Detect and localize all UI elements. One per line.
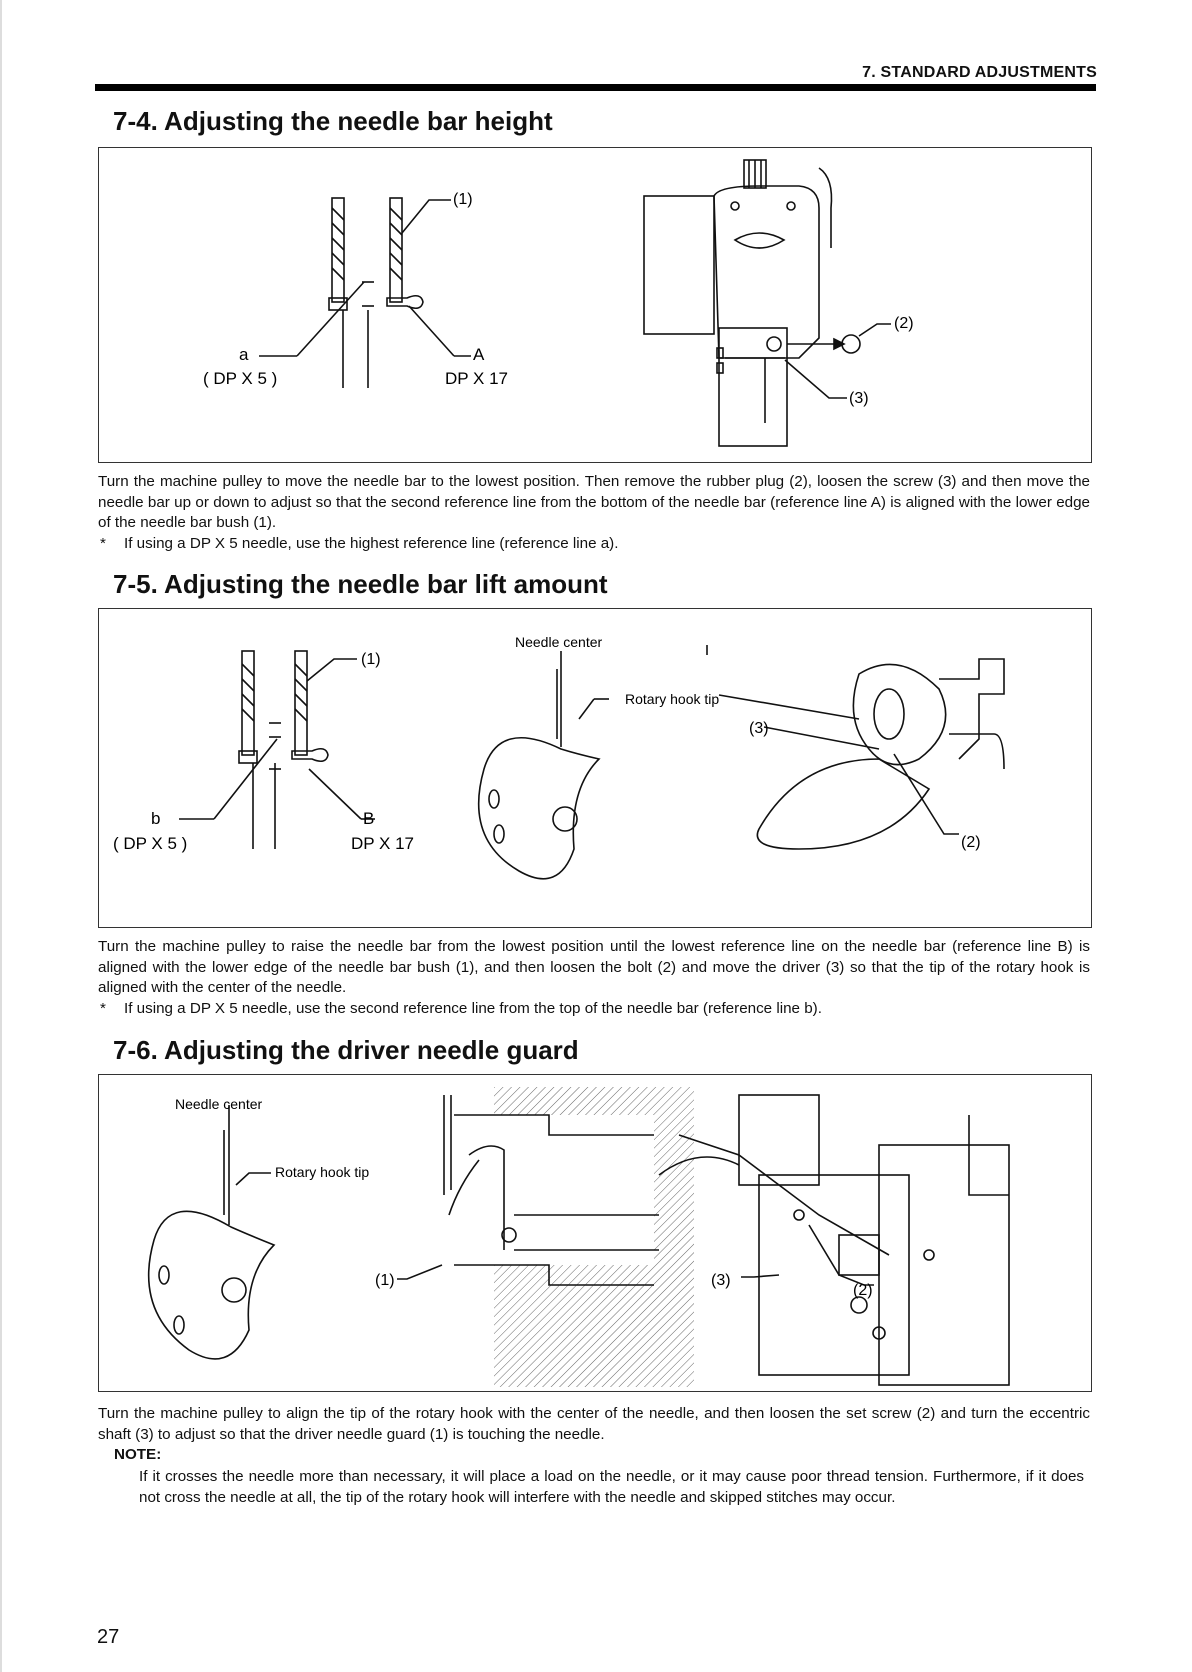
label-ref-b: b [151,809,161,828]
section-title-7-4: 7-4. Adjusting the needle bar height [113,106,553,136]
figure-7-5-drawing [99,609,1091,927]
label-dpx17: DP X 17 [351,834,415,853]
label-needle-center: Needle center [175,1096,263,1112]
note-7-4-text: If using a DP X 5 needle, use the highest reference line (reference line a). [124,535,619,552]
label-shaft-3: (3) [711,1272,731,1289]
note-7-5 [98,999,1090,1020]
figure-7-5 [98,608,1092,928]
rotary-hook [479,738,599,879]
figure-7-6 [98,1074,1092,1392]
section-title-7-5: 7-5. Adjusting the needle bar lift amount [113,569,608,599]
label-dpx5: ( DP X 5 ) [113,834,188,853]
figure-7-6-drawing [99,1075,1091,1391]
label-plug-2: (2) [894,315,914,332]
face-plate-cover [644,196,714,334]
label-dpx5: ( DP X 5 ) [203,369,278,388]
note-7-5-text: If using a DP X 5 needle, use the second reference line from the top of the needle bar (reference line b). [124,1000,822,1017]
label-driver-3: (3) [749,720,769,737]
chapter-header: 7. STANDARD ADJUSTMENTS [862,64,1097,81]
machine-head [714,186,819,358]
label-bush-1: (1) [361,651,381,668]
note-marker: * [100,1000,106,1017]
label-bush-1: (1) [453,191,473,208]
figure-7-4-drawing [99,148,1091,462]
paragraph-7-5: Turn the machine pulley to raise the needle bar from the lowest position until the lowest reference line on the needle bar (reference line B) is aligned with the lower edge of the needle bar bush (1), and then loosen the bolt (2) and move the driver (3) so that the tip of the rotary hook is aligned with the center of the needle. [98,938,1090,996]
label-ref-A: A [473,345,485,364]
header-rule [95,84,1096,91]
label-ref-a: a [239,345,249,364]
note-body: If it crosses the needle more than necessary, it will place a load on the needle, or it may cause poor thread tension. Furthermore, if it does not cross the needle at all, the tip of the rotary hook will interfere with the needle and skipped stitches may occur. [139,1468,1084,1506]
page-number: 27 [97,1626,120,1648]
label-rotary-hook-tip: Rotary hook tip [625,691,720,707]
paragraph-7-6: Turn the machine pulley to align the tip of the rotary hook with the center of the needle, and then loosen the set screw (2) and turn the eccentric shaft (3) to adjust so that the driver needle guard (1) is touching the needle. [98,1405,1090,1443]
label-guard-1: (1) [375,1272,395,1289]
label-needle-center: Needle center [515,634,603,650]
section-title-7-6: 7-6. Adjusting the driver needle guard [113,1035,579,1065]
needle-bar-housing [719,328,787,446]
page-edge [0,0,2,1672]
label-ref-B: B [363,809,375,828]
note-label: NOTE: [114,1446,162,1463]
figure-7-4 [98,147,1092,463]
note-marker: * [100,535,106,552]
label-rotary-hook-tip: Rotary hook tip [275,1164,370,1180]
label-bolt-2: (2) [961,834,981,851]
label-screw-3: (3) [849,390,869,407]
label-setscrew-2: (2) [853,1282,873,1299]
label-dpx17: DP X 17 [445,369,509,388]
note-7-4 [98,534,1090,555]
paragraph-7-4: Turn the machine pulley to move the needle bar to the lowest position. Then remove the rubber plug (2), loosen the screw (3) and then move the needle bar up or down to adjust so that the second reference line from the bottom of the needle bar (reference line A) is aligned with the lower edge of the needle bar bush (1). [98,473,1090,531]
